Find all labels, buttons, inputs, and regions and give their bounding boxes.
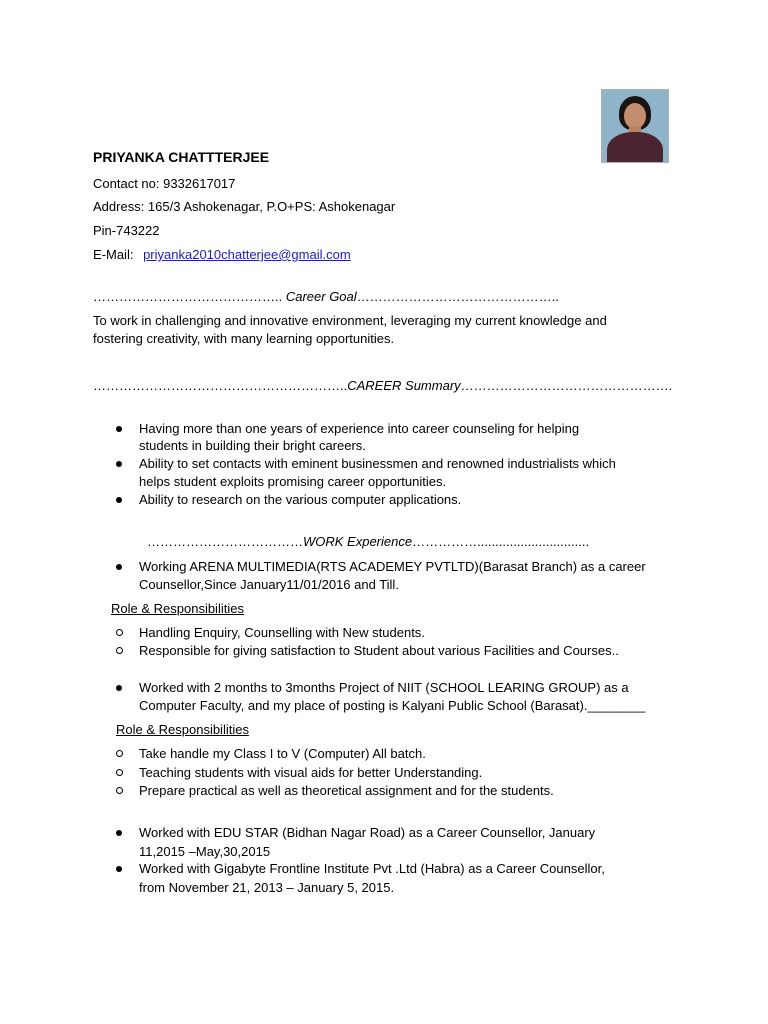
separator-dots: ……………...............................	[412, 534, 590, 549]
role-line: Handling Enquiry, Counselling with New students.	[139, 625, 425, 640]
job-line-text: Computer Faculty, and my place of posting is Kalyani Public School (Barasat).	[139, 698, 588, 713]
job-line	[139, 697, 645, 714]
bullet-icon	[116, 830, 122, 836]
roles-label: Role & Responsibilities	[116, 722, 249, 737]
separator-dots: ………………………………	[147, 534, 303, 549]
roles-label: Role & Responsibilities	[111, 601, 244, 616]
email-row	[93, 246, 351, 263]
career-goal-text-line: To work in challenging and innovative environment, leveraging my current knowledge and	[93, 313, 607, 328]
email-label: E-Mail:	[93, 247, 134, 262]
summary-item-line: Having more than one years of experience into career counseling for helping	[139, 421, 580, 436]
pin-code: Pin-743222	[93, 223, 160, 238]
role-line: Responsible for giving satisfaction to Student about various Facilities and Courses..	[139, 643, 619, 658]
bullet-icon	[116, 685, 122, 691]
bullet-icon	[116, 497, 122, 503]
career-goal-heading-row	[93, 288, 559, 305]
summary-item-line: students in building their bright careers.	[139, 438, 366, 453]
role-line: Prepare practical as well as theoretical assignment and for the students.	[139, 783, 554, 798]
candidate-name: PRIYANKA CHATTTERJEE	[93, 149, 270, 165]
email-link[interactable]: priyanka2010chatterjee@gmail.com	[143, 247, 351, 262]
career-goal-heading: Career Goal	[285, 289, 357, 304]
summary-item-line: Ability to research on the various computer applications.	[139, 492, 462, 507]
work-experience-heading-row	[147, 533, 589, 550]
job-line: Worked with 2 months to 3months Project of NIIT (SCHOOL LEARING GROUP) as a	[139, 680, 629, 695]
contact-number: Contact no: 9332617017	[93, 176, 236, 191]
bullet-icon	[116, 461, 122, 467]
separator-dots: ………………………………………….	[460, 378, 673, 393]
job-line: Counsellor,Since January11/01/2016 and Till.	[139, 577, 399, 592]
sub-bullet-icon	[116, 750, 123, 757]
career-summary-heading: CAREER Summary	[347, 378, 461, 393]
sub-bullet-icon	[116, 647, 123, 654]
separator-dots: ………………………………………..	[356, 289, 559, 304]
job-line: from November 21, 2013 – January 5, 2015.	[139, 880, 395, 895]
address: Address: 165/3 Ashokenagar, P.O+PS: Ashokenagar	[93, 199, 396, 214]
career-summary-heading-row	[93, 377, 672, 394]
role-line: Teaching students with visual aids for better Understanding.	[139, 765, 483, 780]
profile-photo	[601, 89, 669, 163]
separator-dots: ……………………………………..	[93, 289, 286, 304]
bullet-icon	[116, 866, 122, 872]
blank-line: ________	[587, 698, 646, 713]
career-goal-text-line: fostering creativity, with many learning opportunities.	[93, 331, 395, 346]
sub-bullet-icon	[116, 787, 123, 794]
sub-bullet-icon	[116, 769, 123, 776]
bullet-icon	[116, 426, 122, 432]
summary-item-line: Ability to set contacts with eminent businessmen and renowned industrialists which	[139, 456, 616, 471]
sub-bullet-icon	[116, 629, 123, 636]
summary-item-line: helps student exploits promising career opportunities.	[139, 474, 447, 489]
job-line: Worked with Gigabyte Frontline Institute Pvt .Ltd (Habra) as a Career Counsellor,	[139, 861, 605, 876]
job-line: Worked with EDU STAR (Bidhan Nagar Road) as a Career Counsellor, January	[139, 825, 596, 840]
role-line: Take handle my Class I to V (Computer) All batch.	[139, 746, 426, 761]
job-line: 11,2015 –May,30,2015	[139, 844, 271, 859]
bullet-icon	[116, 564, 122, 570]
separator-dots: …………………………………………………..	[93, 378, 348, 393]
job-line: Working ARENA MULTIMEDIA(RTS ACADEMEY PVTLTD)(Barasat Branch) as a career	[139, 559, 646, 574]
work-experience-heading: WORK Experience	[303, 534, 413, 549]
